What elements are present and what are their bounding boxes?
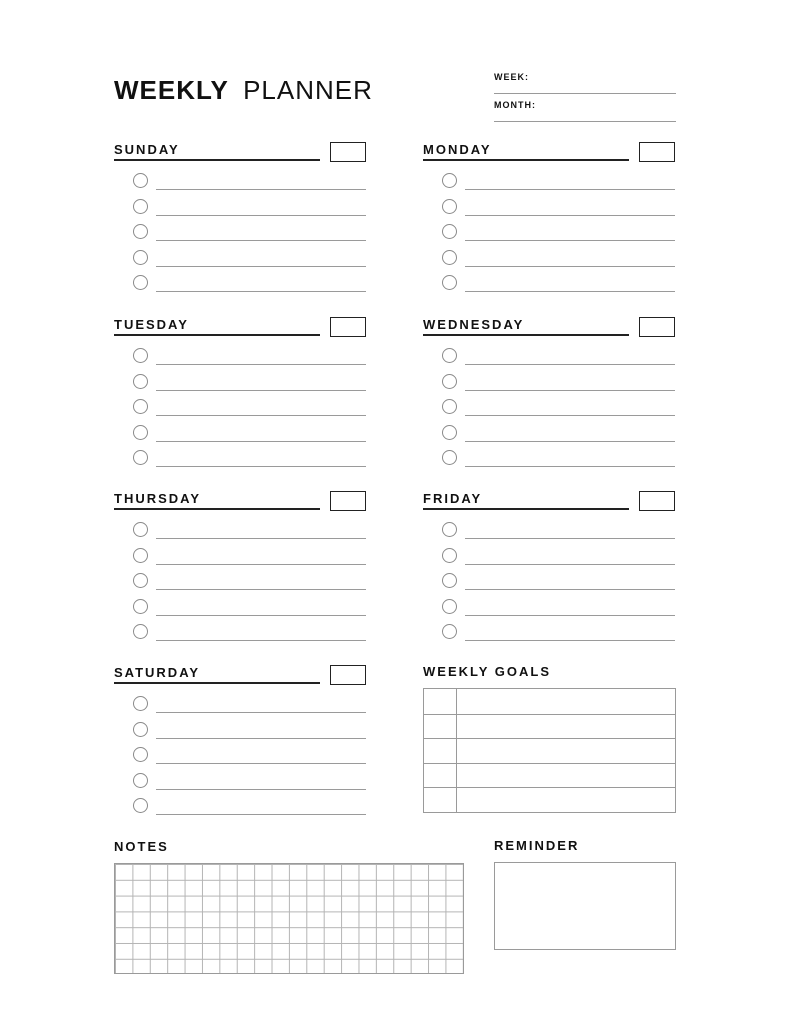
task-line[interactable] xyxy=(465,266,675,267)
task-row xyxy=(114,547,366,573)
reminder-box[interactable] xyxy=(494,862,676,950)
task-checkbox[interactable] xyxy=(133,425,148,440)
task-checkbox[interactable] xyxy=(133,798,148,813)
day-section-saturday xyxy=(114,662,366,823)
task-row xyxy=(114,347,366,373)
task-row xyxy=(423,172,675,198)
reminder-label: REMINDER xyxy=(494,838,580,853)
task-line[interactable] xyxy=(156,738,366,739)
task-list xyxy=(114,172,366,300)
day-label: SATURDAY xyxy=(114,665,201,680)
task-row xyxy=(114,598,366,624)
task-line[interactable] xyxy=(465,390,675,391)
goal-row xyxy=(424,689,675,714)
task-line[interactable] xyxy=(156,538,366,539)
task-line[interactable] xyxy=(156,789,366,790)
title-weekly: WEEKLY xyxy=(114,75,229,105)
notes-section xyxy=(114,839,464,974)
task-checkbox[interactable] xyxy=(133,599,148,614)
day-underline xyxy=(114,159,320,161)
task-checkbox[interactable] xyxy=(133,548,148,563)
goals-table xyxy=(423,688,676,813)
day-section-wednesday xyxy=(423,314,675,475)
task-checkbox[interactable] xyxy=(133,522,148,537)
task-row xyxy=(423,198,675,224)
task-row xyxy=(423,572,675,598)
task-line[interactable] xyxy=(465,215,675,216)
day-underline xyxy=(114,508,320,510)
task-row xyxy=(423,347,675,373)
task-checkbox[interactable] xyxy=(442,599,457,614)
task-checkbox[interactable] xyxy=(442,348,457,363)
day-label: TUESDAY xyxy=(114,317,189,332)
task-row xyxy=(114,398,366,424)
task-row xyxy=(423,424,675,450)
date-box[interactable] xyxy=(639,142,675,162)
task-line[interactable] xyxy=(156,615,366,616)
task-line[interactable] xyxy=(465,466,675,467)
weekly-goals-label: WEEKLY GOALS xyxy=(423,664,552,679)
task-line[interactable] xyxy=(465,415,675,416)
task-row xyxy=(423,521,675,547)
task-list xyxy=(423,347,675,475)
task-row xyxy=(423,449,675,475)
day-label: WEDNESDAY xyxy=(423,317,525,332)
task-line[interactable] xyxy=(156,763,366,764)
day-section-sunday xyxy=(114,139,366,300)
task-line[interactable] xyxy=(465,441,675,442)
task-list xyxy=(423,521,675,649)
task-line[interactable] xyxy=(465,564,675,565)
task-row xyxy=(114,172,366,198)
task-row xyxy=(423,598,675,624)
task-line[interactable] xyxy=(156,564,366,565)
task-row xyxy=(114,521,366,547)
day-label: THURSDAY xyxy=(114,491,202,506)
task-row xyxy=(114,249,366,275)
task-line[interactable] xyxy=(465,364,675,365)
task-line[interactable] xyxy=(156,640,366,641)
task-row xyxy=(114,695,366,721)
task-list xyxy=(114,347,366,475)
task-checkbox[interactable] xyxy=(442,199,457,214)
goal-check-cell[interactable] xyxy=(424,739,457,763)
goal-check-cell[interactable] xyxy=(424,788,457,812)
weekly-goals-section xyxy=(423,664,676,813)
day-underline xyxy=(114,334,320,336)
task-list xyxy=(114,695,366,823)
task-row xyxy=(114,797,366,823)
task-line[interactable] xyxy=(156,712,366,713)
task-list xyxy=(114,521,366,649)
reminder-section xyxy=(494,838,676,950)
date-box[interactable] xyxy=(639,317,675,337)
goal-row xyxy=(424,714,675,739)
task-line[interactable] xyxy=(156,415,366,416)
task-row xyxy=(423,274,675,300)
task-row xyxy=(114,198,366,224)
task-checkbox[interactable] xyxy=(133,374,148,389)
task-row xyxy=(114,721,366,747)
task-checkbox[interactable] xyxy=(442,224,457,239)
task-checkbox[interactable] xyxy=(133,722,148,737)
day-section-friday xyxy=(423,488,675,649)
month-field[interactable]: MONTH: xyxy=(494,100,676,122)
day-label: MONDAY xyxy=(423,142,492,157)
task-line[interactable] xyxy=(465,615,675,616)
task-line[interactable] xyxy=(156,390,366,391)
task-checkbox[interactable] xyxy=(442,374,457,389)
task-checkbox[interactable] xyxy=(442,173,457,188)
day-section-thursday xyxy=(114,488,366,649)
task-row xyxy=(423,547,675,573)
task-row xyxy=(423,623,675,649)
task-line[interactable] xyxy=(156,364,366,365)
task-line[interactable] xyxy=(465,240,675,241)
task-row xyxy=(114,572,366,598)
goal-check-cell[interactable] xyxy=(424,715,457,739)
task-row xyxy=(114,449,366,475)
day-underline xyxy=(423,159,629,161)
notes-grid[interactable] xyxy=(114,863,464,974)
goal-check-cell[interactable] xyxy=(424,689,457,714)
task-line[interactable] xyxy=(465,589,675,590)
task-line[interactable] xyxy=(156,215,366,216)
task-line[interactable] xyxy=(156,466,366,467)
task-checkbox[interactable] xyxy=(133,399,148,414)
goal-text-cell[interactable] xyxy=(457,764,675,788)
day-section-monday xyxy=(423,139,675,300)
task-line[interactable] xyxy=(156,189,366,190)
task-checkbox[interactable] xyxy=(133,696,148,711)
task-line[interactable] xyxy=(465,291,675,292)
page-title xyxy=(114,74,373,106)
task-checkbox[interactable] xyxy=(133,224,148,239)
task-checkbox[interactable] xyxy=(442,250,457,265)
task-line[interactable] xyxy=(465,640,675,641)
task-checkbox[interactable] xyxy=(133,173,148,188)
task-row xyxy=(114,623,366,649)
task-row xyxy=(114,373,366,399)
task-checkbox[interactable] xyxy=(133,624,148,639)
task-checkbox[interactable] xyxy=(442,624,457,639)
day-underline xyxy=(423,334,629,336)
date-box[interactable] xyxy=(330,142,366,162)
task-checkbox[interactable] xyxy=(133,275,148,290)
task-row xyxy=(423,249,675,275)
task-checkbox[interactable] xyxy=(442,275,457,290)
task-line[interactable] xyxy=(156,291,366,292)
task-checkbox[interactable] xyxy=(442,399,457,414)
title-planner: PLANNER xyxy=(243,75,373,105)
week-field[interactable]: WEEK: xyxy=(494,72,676,94)
task-checkbox[interactable] xyxy=(133,773,148,788)
task-checkbox[interactable] xyxy=(442,522,457,537)
date-box[interactable] xyxy=(330,665,366,685)
task-row xyxy=(114,424,366,450)
task-list xyxy=(423,172,675,300)
task-line[interactable] xyxy=(465,538,675,539)
task-checkbox[interactable] xyxy=(133,573,148,588)
task-line[interactable] xyxy=(156,589,366,590)
task-checkbox[interactable] xyxy=(442,425,457,440)
day-underline xyxy=(114,682,320,684)
task-row xyxy=(423,398,675,424)
task-line[interactable] xyxy=(156,441,366,442)
task-checkbox[interactable] xyxy=(133,199,148,214)
goal-check-cell[interactable] xyxy=(424,764,457,788)
task-row xyxy=(114,223,366,249)
task-checkbox[interactable] xyxy=(442,450,457,465)
day-underline xyxy=(423,508,629,510)
date-box[interactable] xyxy=(639,491,675,511)
task-row xyxy=(114,772,366,798)
task-checkbox[interactable] xyxy=(133,250,148,265)
task-row xyxy=(114,746,366,772)
task-line[interactable] xyxy=(156,240,366,241)
task-line[interactable] xyxy=(156,814,366,815)
goal-text-cell[interactable] xyxy=(457,788,675,812)
notes-label: NOTES xyxy=(114,839,169,854)
date-box[interactable] xyxy=(330,317,366,337)
goal-row xyxy=(424,763,675,788)
goal-row xyxy=(424,738,675,763)
task-checkbox[interactable] xyxy=(133,747,148,762)
goal-text-cell[interactable] xyxy=(457,689,675,714)
day-section-tuesday xyxy=(114,314,366,475)
task-row xyxy=(423,223,675,249)
day-label: SUNDAY xyxy=(114,142,180,157)
task-checkbox[interactable] xyxy=(442,573,457,588)
goal-row xyxy=(424,787,675,812)
task-row xyxy=(114,274,366,300)
day-label: FRIDAY xyxy=(423,491,483,506)
task-line[interactable] xyxy=(156,266,366,267)
task-row xyxy=(423,373,675,399)
task-line[interactable] xyxy=(465,189,675,190)
goal-text-cell[interactable] xyxy=(457,715,675,739)
date-box[interactable] xyxy=(330,491,366,511)
task-checkbox[interactable] xyxy=(133,450,148,465)
task-checkbox[interactable] xyxy=(133,348,148,363)
goal-text-cell[interactable] xyxy=(457,739,675,763)
task-checkbox[interactable] xyxy=(442,548,457,563)
